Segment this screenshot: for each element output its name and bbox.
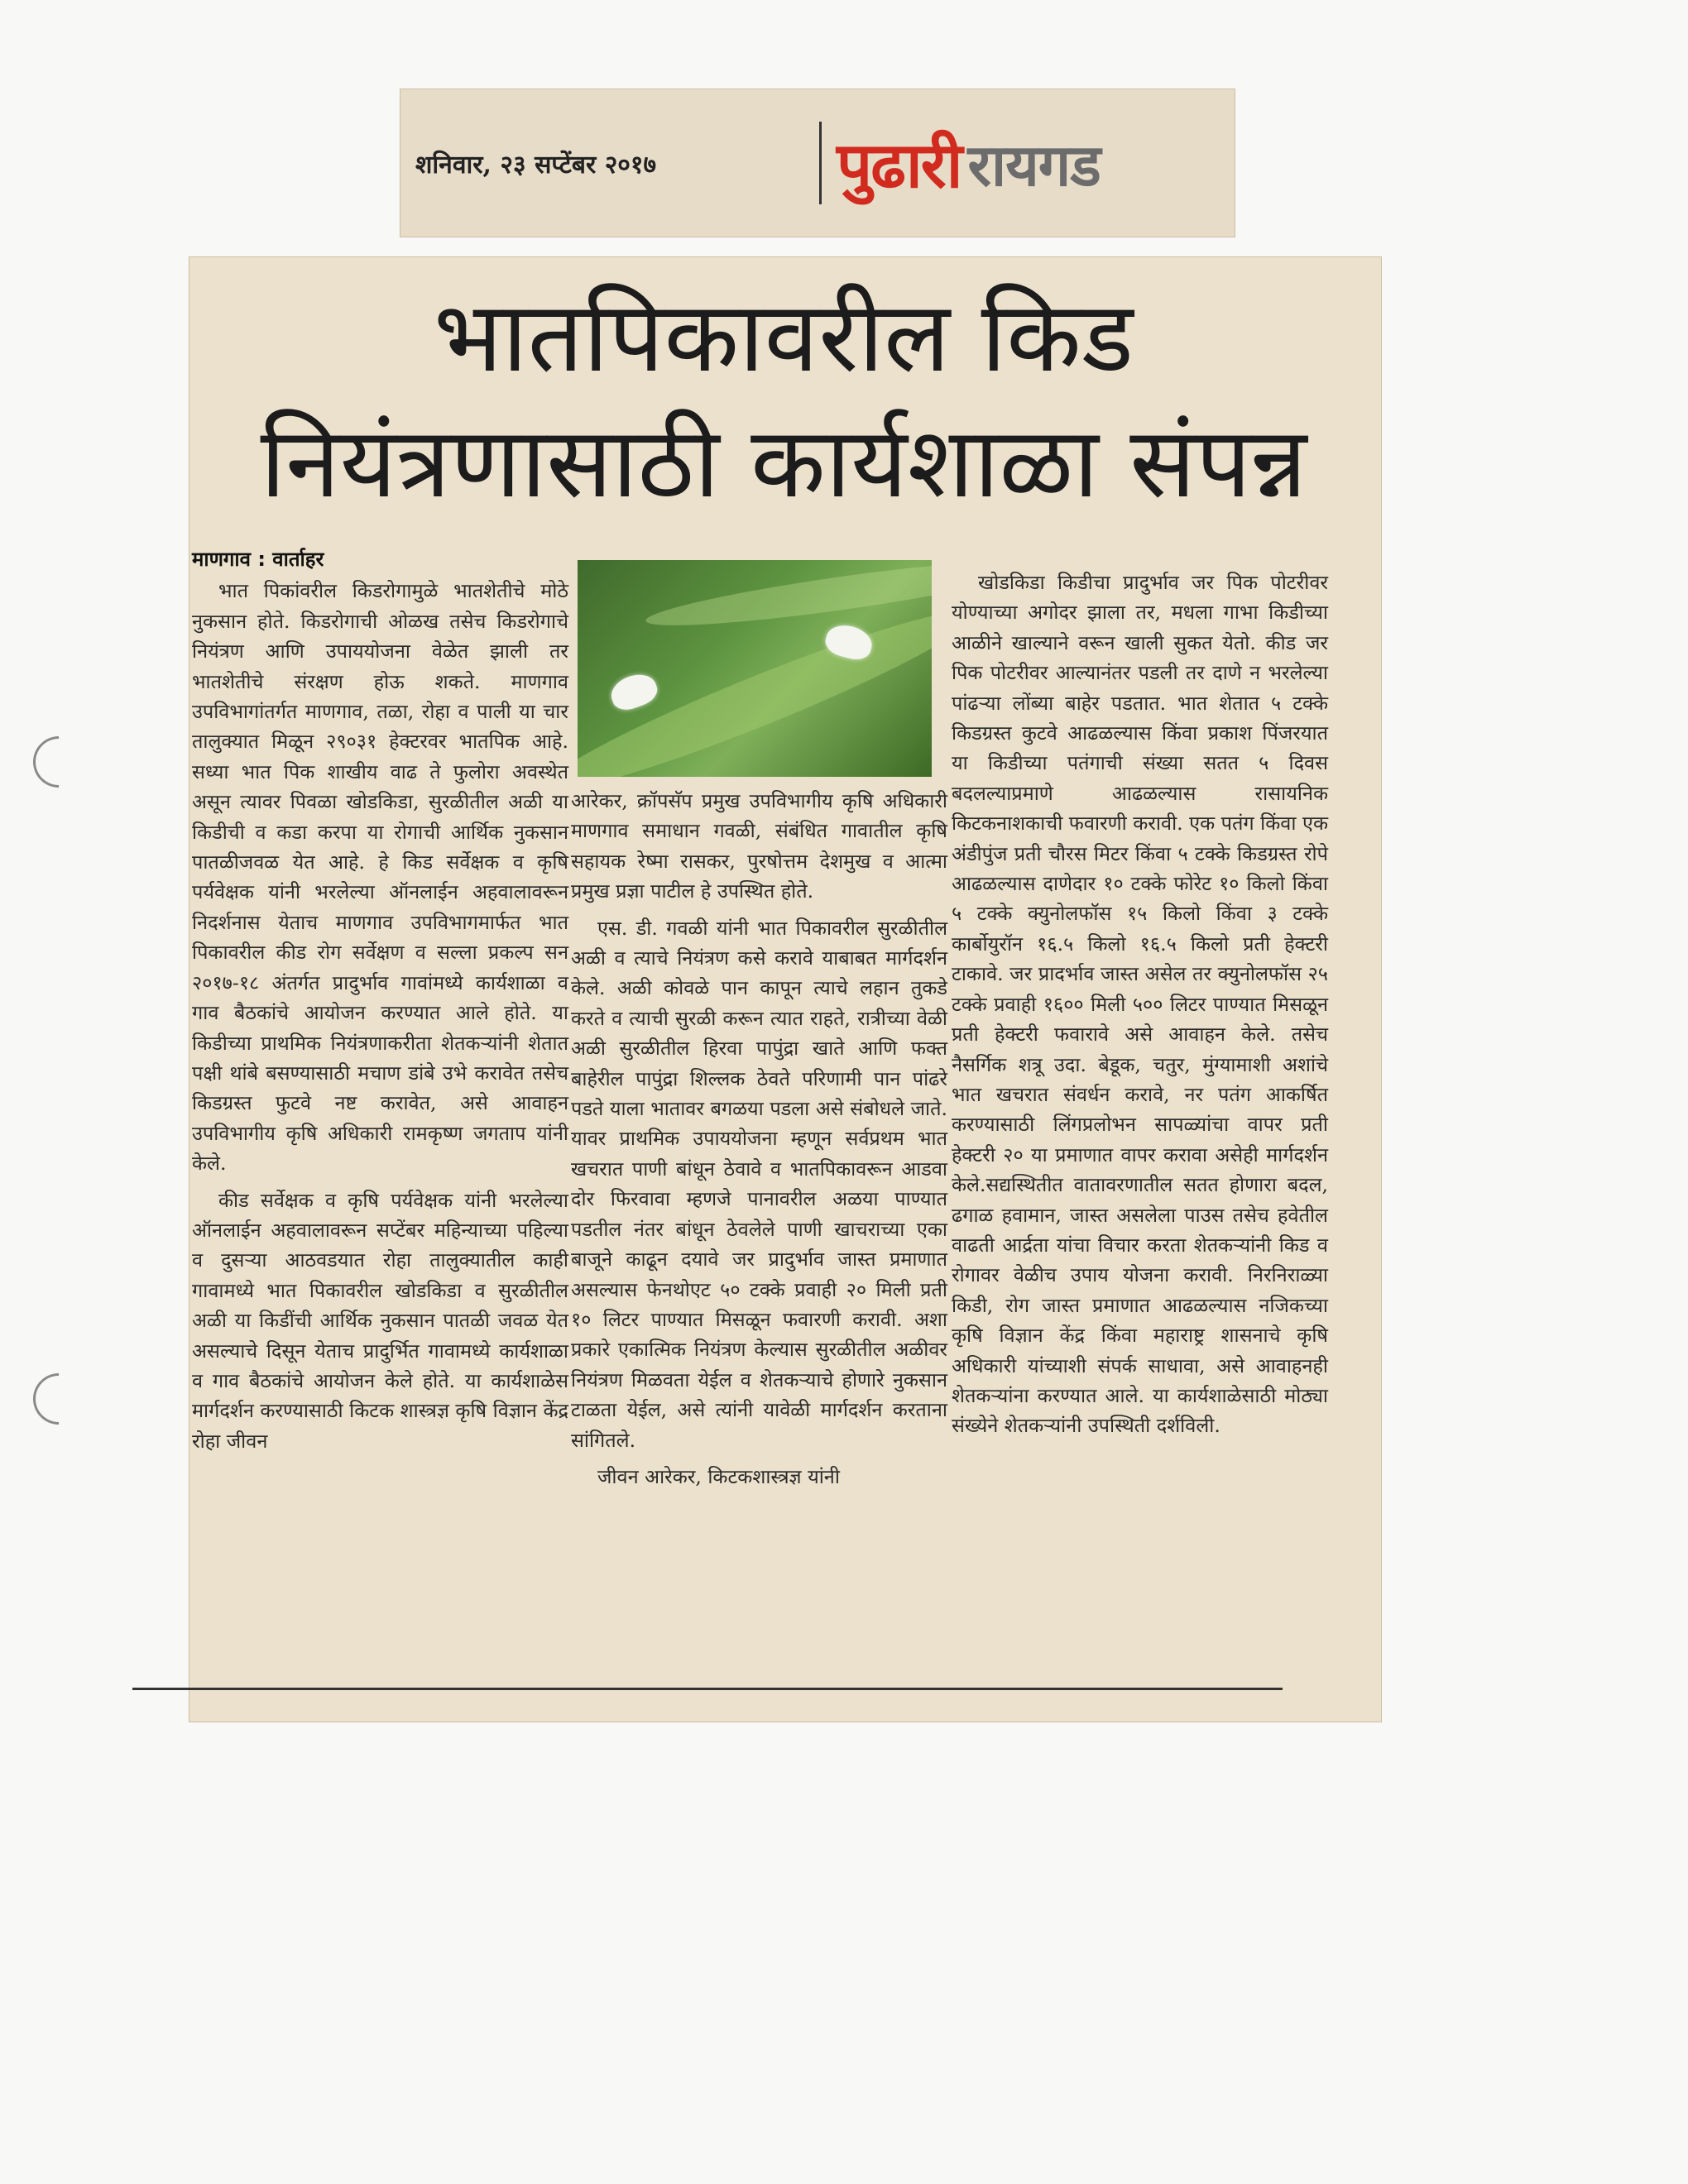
publication-date: शनिवार, २३ सप्टेंबर २०१७ — [415, 150, 657, 180]
newspaper-logo: पुढारी — [837, 127, 961, 202]
article-column-3 — [952, 568, 1328, 1441]
article-byline: माणगाव : वार्ताहर — [192, 548, 324, 571]
binder-hole — [22, 1363, 95, 1435]
paragraph: भात पिकांवरील किडरोगामुळे भातशेतीचे मोठे नुकसान होते. किडरोगाची ओळख तसेच किडरोगाचे नियंत्रण आणि उपाययोजना वेळेत झाली तर भातशेतीचे संरक्षण होऊ शकते. माणगाव उपविभागांतर्गत माणगाव, तळा, रोहा व पाली या चार तालुक्यात मिळून २९०३१ हेक्टरवर भातपिक आहे. सध्या भात पिक शाखीय वाढ ते फुलोरा अवस्थेत असून त्यावर पिवळा खोडकिडा, सुरळीतील अळी या किडीची व कडा करपा या रोगाची आर्थिक नुकसान पातळीजवळ येत आहे. हे किड सर्वेक्षक व कृषि पर्यवेक्षक यांनी भरलेल्या ऑनलाईन अहवालावरून निदर्शनास येताच माणगाव उपविभागमार्फत भात पिकावरील कीड रोग सर्वेक्षण व सल्ला प्रकल्प सन २०१७-१८ अंतर्गत प्रादुर्भाव गावांमध्ये कार्यशाळा व गाव बैठकांचे आयोजन करण्यात आले होते. या किडीच्या प्राथमिक नियंत्रणाकरीता शेतकऱ्यांनी शेतात पक्षी थांबे बसण्यासाठी मचाण डांबे उभे करावेत तसेच किडग्रस्त फुटवे नष्ट करावेत, असे आवाहन उपविभागीय कृषि अधिकारी रामकृष्ण जगताप यांनी केले. — [192, 579, 568, 1176]
paragraph: खोडकिडा किडीचा प्रादुर्भाव जर पिक पोटरीवर योण्याच्या अगोदर झाला तर, मधला गाभा किडीच्या आळीने खाल्याने वरून खाली सुकत येतो. कीड जर पिक पोटरीवर आल्यानंतर पडली तर दाणे न भरलेल्या पांढऱ्या लोंब्या बाहेर पडतात. भात शेतात ५ टक्के किडग्रस्त कुटवे आढळल्यास किंवा प्रकाश पिंजरयात या किडीच्या पतंगाची संख्या सतत ५ दिवस बदलल्याप्रमाणे आढळल्यास रासायनिक किटकनाशकाची फवारणी करावी. एक पतंग किंवा एक अंडीपुंज प्रती चौरस मिटर किंवा ५ टक्के किडग्रस्त रोपे आढळल्यास दाणेदार १० टक्के फोरेट १० किलो किंवा ५ टक्के क्युनोलफॉस १५ किलो किंवा ३ टक्के कार्बोयुरॉन १६.५ किलो १६.५ किलो प्रती हेक्टरी टाकावे. जर प्रादर्भाव जास्त असेल तर क्युनोलफॉस २५ टक्के प्रवाही १६०० मिली ५०० लिटर पाण्यात मिसळून प्रती हेक्टरी फवारावे असे आवाहन केले. तसेच नैसर्गिक शत्रू उदा. बेडूक, चतुर, मुंग्यामाशी अशांचे भात खचरात संवर्धन करावे, नर पतंग आकर्षित करण्यासाठी लिंगप्रलोभन सापळ्यांचा वापर प्रती हेक्टरी २० या प्रमाणात वापर करावा असेही मार्गदर्शन केले.सद्यस्थितीत वातावरणातील सतत होणारा बदल, ढगाळ हवामान, जास्त असलेला पाउस तसेच हवेतील वाढती आर्द्रता यांचा विचार करता शेतकऱ्यांनी किड व रोगावर वेळीच उपाय योजना करावी. निरनिराळ्या किडी, रोग जास्त प्रमाणात आढळल्यास नजिकच्या कृषि विज्ञान केंद्र किंवा महाराष्ट्र शासनाचे कृषि अधिकारी यांच्याशी संपर्क साधावा, असे आवाहनही शेतकऱ्यांना करण्यात आले. या कार्यशाळेसाठी मोठ्या संख्येने शेतकऱ्यांनी उपस्थिती दर्शविली. — [952, 571, 1328, 1438]
headline-line-1: भातपिकावरील किड — [434, 280, 1134, 394]
article-column-2 — [571, 786, 947, 1492]
paragraph: आरेकर, क्रॉपसॅप प्रमुख उपविभागीय कृषि अधिकारी माणगाव समाधान गवळी, संबंधित गावातील कृषि सहायक रेष्मा रासकर, पुरषोत्तम देशमुख व आत्मा प्रमुख प्रज्ञा पाटील हे उपस्थित होते. — [571, 789, 947, 903]
article-photo-moths-on-leaf — [578, 560, 932, 777]
paragraph: कीड सर्वेक्षक व कृषि पर्यवेक्षक यांनी भरलेल्या ऑनलाईन अहवालावरून सप्टेंबर महिन्याच्या पहिल्या व दुसऱ्या आठवडयात रोहा तालुक्यातील काही गावामध्ये भात पिकावरील खोडकिडा व सुरळीतील अळी या किडींची आर्थिक नुकसान पातळी जवळ येत असल्याचे दिसून येताच प्रादुर्भित गावामध्ये कार्यशाळा व गाव बैठकांचे आयोजन केले होते. या कार्यशाळेस मार्गदर्शन करण्यासाठी किटक शास्त्रज्ञ कृषि विज्ञान केंद्र रोहा जीवन — [192, 1188, 568, 1453]
headline-line-2: नियंत्रणासाठी कार्यशाळा संपन्न — [260, 405, 1307, 520]
edition-name: रायगड — [967, 132, 1101, 199]
paragraph: एस. डी. गवळी यांनी भात पिकावरील सुरळीतील अळी व त्याचे नियंत्रण कसे करावे याबाबत मार्गदर्शन केले. अळी कोवळे पान कापून त्याचे लहान तुकडे करते व त्याची सुरळी करून त्यात राहते, रात्रीच्या वेळी अळी सुरळीतील हिरवा पापुंद्रा खाते आणि फक्त बाहेरील पापुंद्रा शिल्लक ठेवते परिणामी पान पांढरे पडते याला भातावर बगळया पडला असे संबोधले जाते. यावर प्राथमिक उपाययोजना म्हणून सर्वप्रथम भात खचरात पाणी बांधून ठेवावे व भातपिकावरून आडवा दोर फिरवावा म्हणजे पानावरील अळया पाण्यात पडतील नंतर बांधून ठेवलेले पाणी खाचराच्या एका बाजूने काढून दयावे जर प्रादुर्भाव जास्त प्रमाणात असल्यास फेनथोएट ५० टक्के प्रवाही २० मिली प्रती १० लिटर पाण्यात मिसळून फवारणी करावी. अशा प्रकारे एकात्मिक नियंत्रण केल्यास सुरळीतील अळीवर नियंत्रण मिळवता येईल व शेतकऱ्याचे होणारे नुकसान टाळता येईल, असे त्यांनी यावेळी मार्गदर्शन करताना सांगितले. — [571, 916, 947, 1452]
article-bottom-rule — [132, 1688, 1283, 1690]
masthead-divider — [819, 122, 822, 204]
binder-hole — [22, 726, 95, 798]
article-headline — [196, 274, 1371, 525]
newspaper-masthead — [400, 89, 1235, 237]
paragraph: जीवन आरेकर, किटकशास्त्रज्ञ यांनी — [597, 1464, 840, 1488]
article-column-1 — [192, 544, 568, 1456]
